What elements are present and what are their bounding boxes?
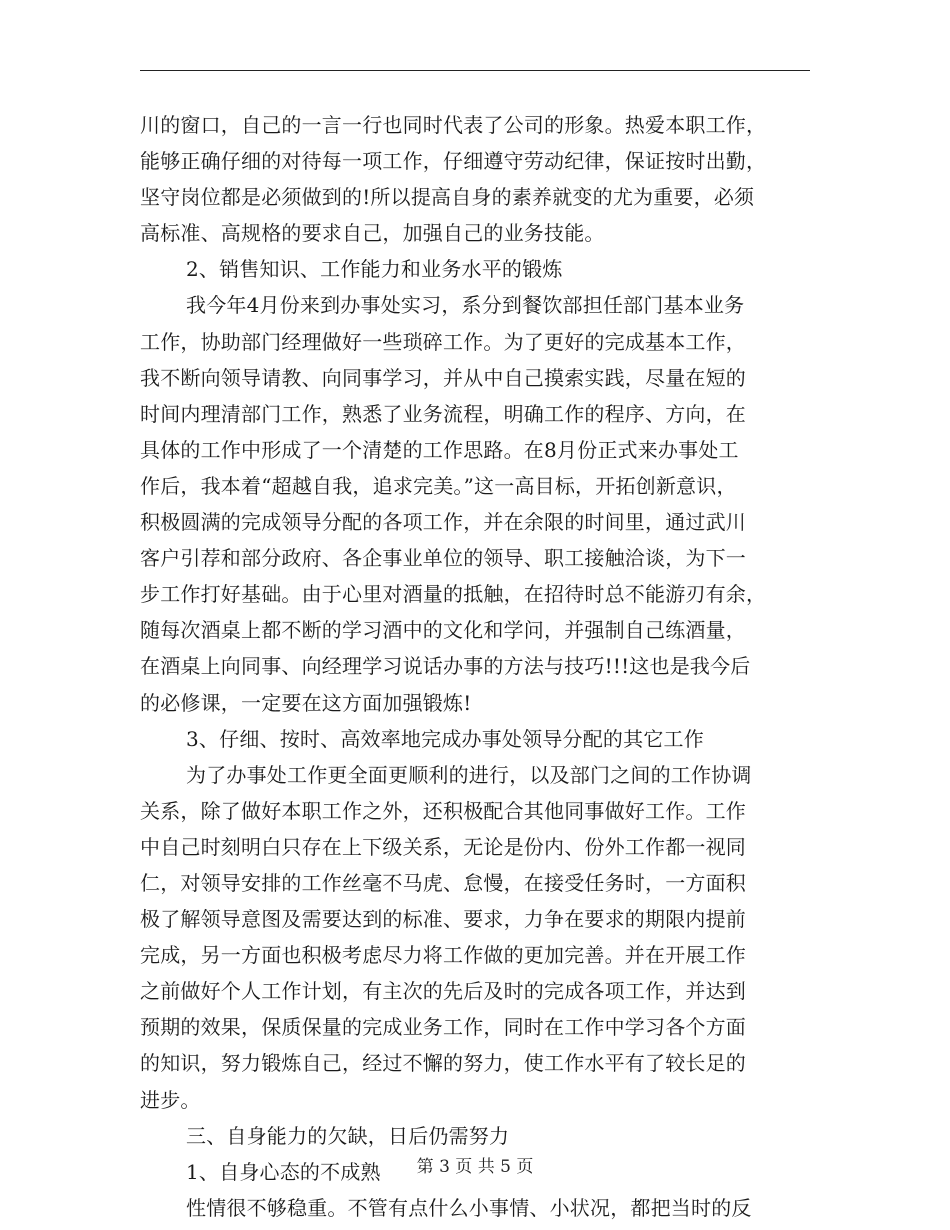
document-body xyxy=(140,107,810,1226)
page-number: 第 3 页 共 5 页 xyxy=(416,1157,534,1177)
text-line: 预期的效果，保质保量的完成业务工作，同时在工作中学习各个方面 xyxy=(140,1015,746,1040)
text-line: 1、自身心态的不成熟 xyxy=(186,1159,381,1184)
text-line: 高标准、高规格的要求自己，加强自己的业务技能。 xyxy=(140,221,605,246)
text-line: 我今年4月份来到办事处实习，系分到餐饮部担任部门基本业务 xyxy=(186,293,745,318)
text-line: 2、销售知识、工作能力和业务水平的锻炼 xyxy=(186,257,563,282)
text-line: 完成，另一方面也积极考虑尽力将工作做的更加完善。并在开展工作 xyxy=(140,943,746,968)
text-line: 积极圆满的完成领导分配的各项工作，并在余限的时间里，通过武川 xyxy=(140,510,746,535)
text-line: 在酒桌上向同事、向经理学习说话办事的方法与技巧!!!这也是我今后 xyxy=(140,654,751,679)
text-line: 之前做好个人工作计划，有主次的先后及时的完成各项工作，并达到 xyxy=(140,979,746,1004)
text-line: 随每次酒桌上都不断的学习酒中的文化和学问，并强制自己练酒量， xyxy=(140,618,746,643)
text-line: 为了办事处工作更全面更顺利的进行，以及部门之间的工作协调 xyxy=(186,762,752,787)
text-line: 性情很不够稳重。不管有点什么小事情、小状况，都把当时的反 xyxy=(186,1195,752,1220)
text-line: 川的窗口，自己的一言一行也同时代表了公司的形象。热爱本职工作， xyxy=(140,113,767,137)
text-line: 仁，对领导安排的工作丝毫不马虎、怠慢，在接受任务时，一方面积 xyxy=(140,870,746,895)
text-line: 步工作打好基础。由于心里对酒量的抵触，在招待时总不能游刃有余， xyxy=(140,582,767,607)
text-line: 能够正确仔细的对待每一项工作，仔细遵守劳动纪律，保证按时出勤， xyxy=(140,149,767,174)
text-line: 时间内理清部门工作，熟悉了业务流程，明确工作的程序、方向，在 xyxy=(140,401,746,426)
text-line: 的必修课，一定要在这方面加强锻炼! xyxy=(140,690,472,715)
text-line: 三、自身能力的欠缺，日后仍需努力 xyxy=(186,1123,510,1148)
text-line: 具体的工作中形成了一个清楚的工作思路。在8月份正式来办事处工 xyxy=(140,437,739,462)
text-line: 中自己时刻明白只存在上下级关系，无论是份内、份外工作都一视同 xyxy=(140,834,746,859)
text-line: 工作，协助部门经理做好一些琐碎工作。为了更好的完成基本工作， xyxy=(140,329,746,354)
text-line: 关系，除了做好本职工作之外，还积极配合其他同事做好工作。工作 xyxy=(140,798,746,823)
text-line: 我不断向领导请教、向同事学习，并从中自己摸索实践，尽量在短的 xyxy=(140,365,746,390)
text-line: 作后，我本着“超越自我，追求完美。”这一高目标，开拓创新意识， xyxy=(140,473,737,498)
text-line: 坚守岗位都是必须做到的!所以提高自身的素养就变的尤为重要，必须 xyxy=(140,185,755,210)
text-line: 进步。 xyxy=(140,1087,201,1112)
header-rule xyxy=(140,70,810,71)
text-line: 3、仔细、按时、高效率地完成办事处领导分配的其它工作 xyxy=(186,726,704,751)
text-line: 的知识，努力锻炼自己，经过不懈的努力，使工作水平有了较长足的 xyxy=(140,1051,746,1076)
text-line: 客户引荐和部分政府、各企事业单位的领导、职工接触洽谈，为下一 xyxy=(140,546,746,571)
text-line: 极了解领导意图及需要达到的标准、要求，力争在要求的期限内提前 xyxy=(140,907,746,932)
